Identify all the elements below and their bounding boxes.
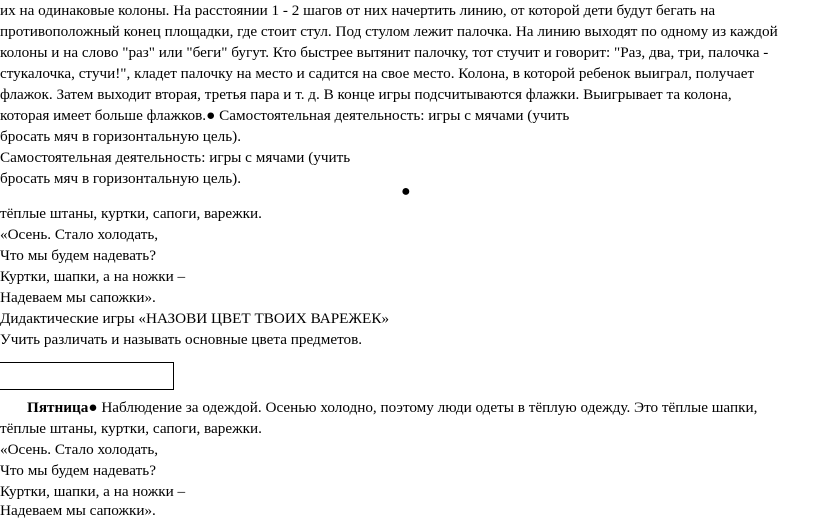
bullet-icon: ●: [88, 399, 98, 416]
text-line: колоны и на слово "раз" или "беги" бугут. Кто быстрее вытянит палочку, тот стучит и говорит: "Раз, два, три, палочка -: [0, 44, 769, 61]
game-goal: Учить различать и называть основные цвета предметов.: [0, 331, 363, 348]
text-line: их на одинаковые колоны. На расстоянии 1 - 2 шагов от них начертить линию, от которой дети будут бегать на: [0, 2, 716, 19]
poem-line: Надеваем мы сапожки».: [0, 289, 156, 306]
text-line: флажок. Затем выходит вторая, третья пара и т. д. В конце игры подсчитываются флажки. Выигрывает та колона,: [0, 86, 732, 103]
text-fragment: которая имеет больше флажков.: [0, 107, 207, 124]
bullet-icon: ●: [401, 183, 411, 200]
empty-text-box: [0, 362, 174, 390]
poem-line: Что мы будем надевать?: [0, 462, 156, 479]
text-line: [0, 106, 569, 126]
text-fragment: Наблюдение за одеждой. Осенью холодно, поэтому люди одеты в тёплую одежду. Это тёплые шапки,: [97, 399, 758, 416]
poem-line: «Осень. Стало холодать,: [0, 226, 159, 243]
poem-line: Надеваем мы сапожки».: [0, 502, 156, 519]
text-line: тёплые штаны, куртки, сапоги, варежки.: [0, 205, 262, 222]
text-fragment: Самостоятельная деятельность: игры с мячами (учить: [215, 107, 570, 124]
game-title: Дидактические игры «НАЗОВИ ЦВЕТ ТВОИХ ВАРЕЖЕК»: [0, 310, 390, 327]
poem-line: Куртки, шапки, а на ножки –: [0, 483, 186, 500]
text-line: бросать мяч в горизонтальную цель).: [0, 170, 242, 187]
text-line: тёплые штаны, куртки, сапоги, варежки.: [0, 420, 262, 437]
text-line: стукалочка, стучи!", кладет палочку на место и садится на свое место. Колона, в которой ребенок выиграл, получает: [0, 65, 755, 82]
poem-line: Что мы будем надевать?: [0, 247, 156, 264]
friday-label: Пятница: [27, 399, 89, 416]
text-line: бросать мяч в горизонтальную цель).: [0, 128, 242, 145]
poem-line: «Осень. Стало холодать,: [0, 441, 159, 458]
friday-line: [0, 398, 757, 418]
text-line: Самостоятельная деятельность: игры с мячами (учить: [0, 149, 351, 166]
bullet-icon: ●: [206, 107, 216, 124]
poem-line: Куртки, шапки, а на ножки –: [0, 268, 186, 285]
text-line: противоположный конец площадки, где стоит стул. Под стулом лежит палочка. На линию выходят по одному из каждой: [0, 23, 778, 40]
